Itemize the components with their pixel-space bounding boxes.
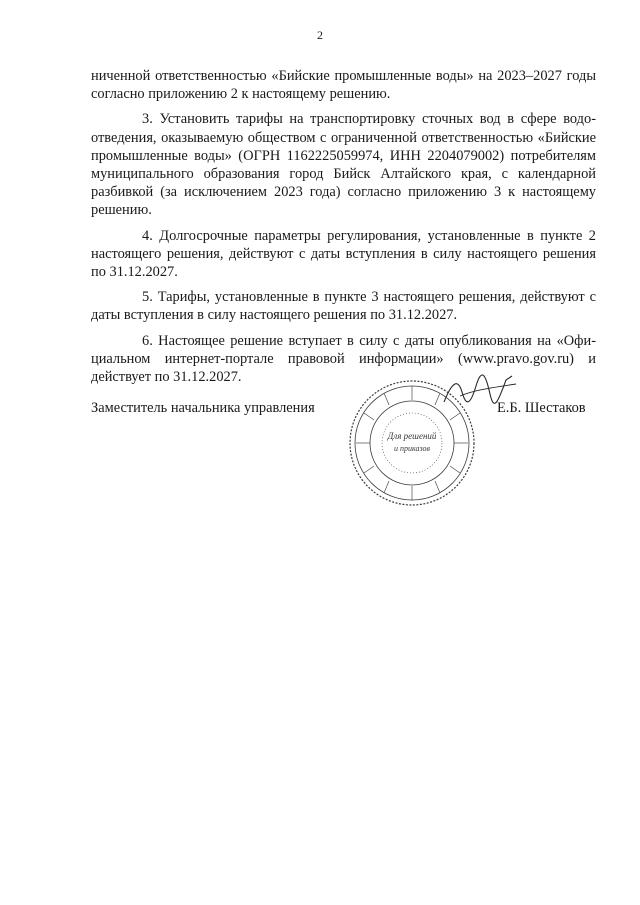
signatory-title: Заместитель начальника управления [91, 400, 315, 416]
document-body [91, 67, 596, 393]
page-number: 2 [317, 28, 323, 42]
signatory-name: Е.Б. Шестаков [497, 400, 586, 416]
seal-center-text-2: и приказов [393, 444, 431, 453]
paragraph-item-3: 3. Установить тарифы на транспортировку сточных вод в сфере водоотведения, оказываемую обществом с ограниченной ответственностью «Бийские промышленные воды» (ОГРН 1162225059974, ИНН 2204079002) потребителям муниципального образования город Бийск Алтайского края, с календарной разбивкой (за исключением 2023 года) согласно приложению 3 к настоящему решению. [91, 111, 596, 219]
paragraph-continuation: ниченной ответственностью «Бийские промышленные воды» на 2023–2027 годы согласно приложению 2 к настоящему решению. [91, 68, 596, 103]
seal-center-text-1: Для решений [387, 431, 437, 441]
paragraph-item-4: 4. Долгосрочные параметры регулирования, установленные в пункте 2 настоящего решения, действуют с даты вступления в силу настоящего решения по 31.12.2027. [91, 227, 596, 281]
paragraph-item-5: 5. Тарифы, установленные в пункте 3 настоящего решения, действуют с даты вступления в силу настоящего решения по 31.12.2027. [91, 289, 596, 324]
paragraph-item-6: 6. Настоящее решение вступает в силу с даты опубликования на «Официальном интернет-портале правовой информации» (www.pravo.gov.ru) и действует по 31.12.2027. [91, 332, 596, 386]
